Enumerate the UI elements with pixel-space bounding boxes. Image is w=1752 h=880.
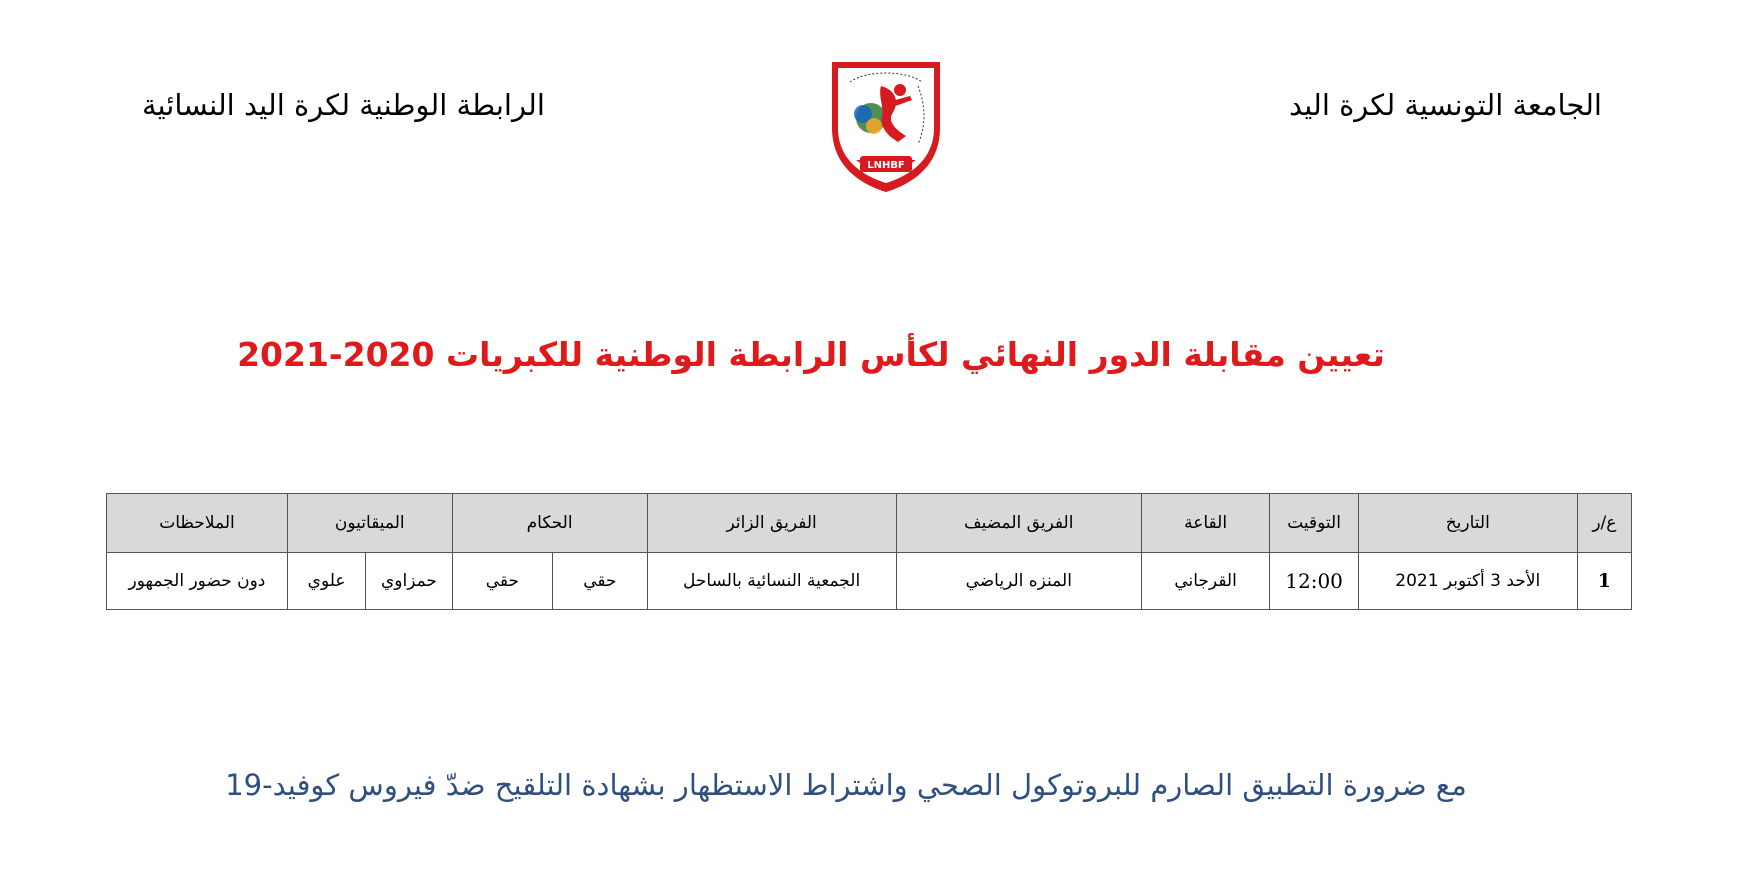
page-title: تعيين مقابلة الدور النهائي لكأس الرابطة الوطنية للكبريات 2020-2021: [237, 335, 1385, 374]
cell-home-team: المنزه الرياضي: [896, 553, 1141, 610]
lnhbf-logo: [826, 56, 946, 192]
col-header-date: التاريخ: [1358, 494, 1577, 553]
cell-num: 1: [1577, 553, 1631, 610]
col-header-referees: الحكام: [452, 494, 647, 553]
cell-referee-1: حقي: [553, 553, 647, 610]
cell-timekeeper-2: علوي: [287, 553, 365, 610]
col-header-away: الفريق الزائر: [647, 494, 896, 553]
assignment-table: [106, 493, 1632, 610]
federation-name: الجامعة التونسية لكرة اليد: [1289, 88, 1602, 122]
table-header-row: [107, 494, 1632, 553]
table-row: [107, 553, 1632, 610]
health-protocol-note: مع ضرورة التطبيق الصارم للبروتوكول الصحي واشتراط الاستظهار بشهادة التلقيح ضدّ فيروس كوفيد-19: [225, 768, 1467, 802]
col-header-venue: القاعة: [1141, 494, 1270, 553]
cell-date: الأحد 3 أكتوبر 2021: [1358, 553, 1577, 610]
cell-referee-2: حقي: [452, 553, 552, 610]
cell-away-team: الجمعية النسائية بالساحل: [647, 553, 896, 610]
col-header-notes: الملاحظات: [107, 494, 288, 553]
cell-notes: دون حضور الجمهور: [107, 553, 288, 610]
cell-timekeeper-1: حمزاوي: [366, 553, 452, 610]
col-header-home: الفريق المضيف: [896, 494, 1141, 553]
col-header-time: التوقيت: [1270, 494, 1358, 553]
league-name: الرابطة الوطنية لكرة اليد النسائية: [142, 88, 545, 122]
cell-venue: القرجاني: [1141, 553, 1270, 610]
cell-time: 12:00: [1270, 553, 1358, 610]
col-header-timekeepers: الميقاتيون: [287, 494, 452, 553]
logo-caption: LNHBF: [867, 160, 905, 171]
col-header-num: ع/ر: [1577, 494, 1631, 553]
